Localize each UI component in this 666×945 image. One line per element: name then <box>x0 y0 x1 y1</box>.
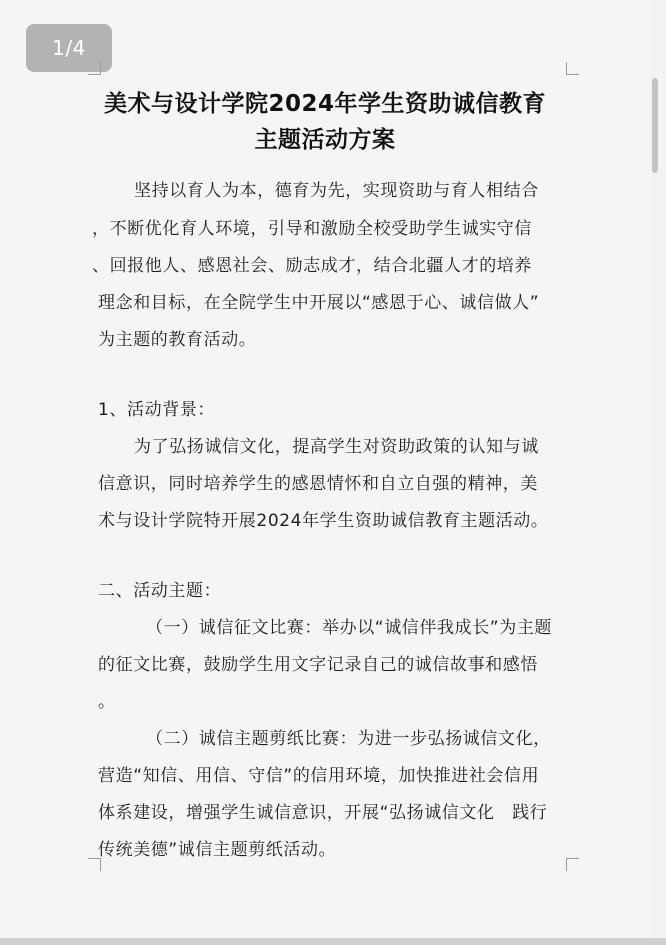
intro-line: 坚持以育人为本，德育为先，实现资助与育人相结合 <box>134 181 539 201</box>
section2-item2-line: 营造“知信、用信、守信”的信用环境，加快推进社会信用 <box>98 766 540 786</box>
document-title-line2: 主题活动方案 <box>254 127 396 153</box>
section1-line: 为了弘扬诚信文化，提高学生对资助政策的认知与诚 <box>134 437 539 457</box>
intro-line: 理念和目标，在全院学生中开展以“感恩于心、诚信做人” <box>98 293 540 313</box>
document-title-line1: 美术与设计学院2024年学生资助诚信教育 <box>103 91 546 117</box>
bottom-edge-bar <box>0 938 666 945</box>
section2-item1-line: （一）诚信征文比赛：举办以“诚信伴我成长”为主题 <box>146 618 553 638</box>
intro-line: 、回报他人、感恩社会、励志成才，结合北疆人才的培养 <box>92 256 532 276</box>
vertical-scrollbar-thumb[interactable] <box>652 78 658 173</box>
margin-corner-bottom-right <box>566 858 579 871</box>
section-heading-background: 1、活动背景： <box>98 400 216 420</box>
margin-corner-top-left <box>88 62 101 75</box>
section2-item2-line: 传统美德”诚信主题剪纸活动。 <box>98 840 337 860</box>
page-indicator: 1/4 <box>26 24 112 72</box>
section2-item1-line: 。 <box>98 692 116 712</box>
section2-item1-line: 的征文比赛，鼓励学生用文字记录自己的诚信故事和感悟 <box>98 655 538 675</box>
intro-line: 为主题的教育活动。 <box>98 330 257 350</box>
margin-corner-top-right <box>566 62 579 75</box>
section2-item2-line: 体系建设，增强学生诚信意识，开展“弘扬诚信文化 践行 <box>98 803 548 823</box>
intro-line: ，不断优化育人环境，引导和激励全校受助学生诚实守信 <box>92 219 532 239</box>
section1-line: 术与设计学院特开展2024年学生资助诚信教育主题活动。 <box>98 511 549 531</box>
section2-item2-line: （二）诚信主题剪纸比赛：为进一步弘扬诚信文化， <box>146 729 551 749</box>
section1-line: 信意识，同时培养学生的感恩情怀和自立自强的精神，美 <box>98 474 538 494</box>
section-heading-theme: 二、活动主题： <box>98 581 222 601</box>
